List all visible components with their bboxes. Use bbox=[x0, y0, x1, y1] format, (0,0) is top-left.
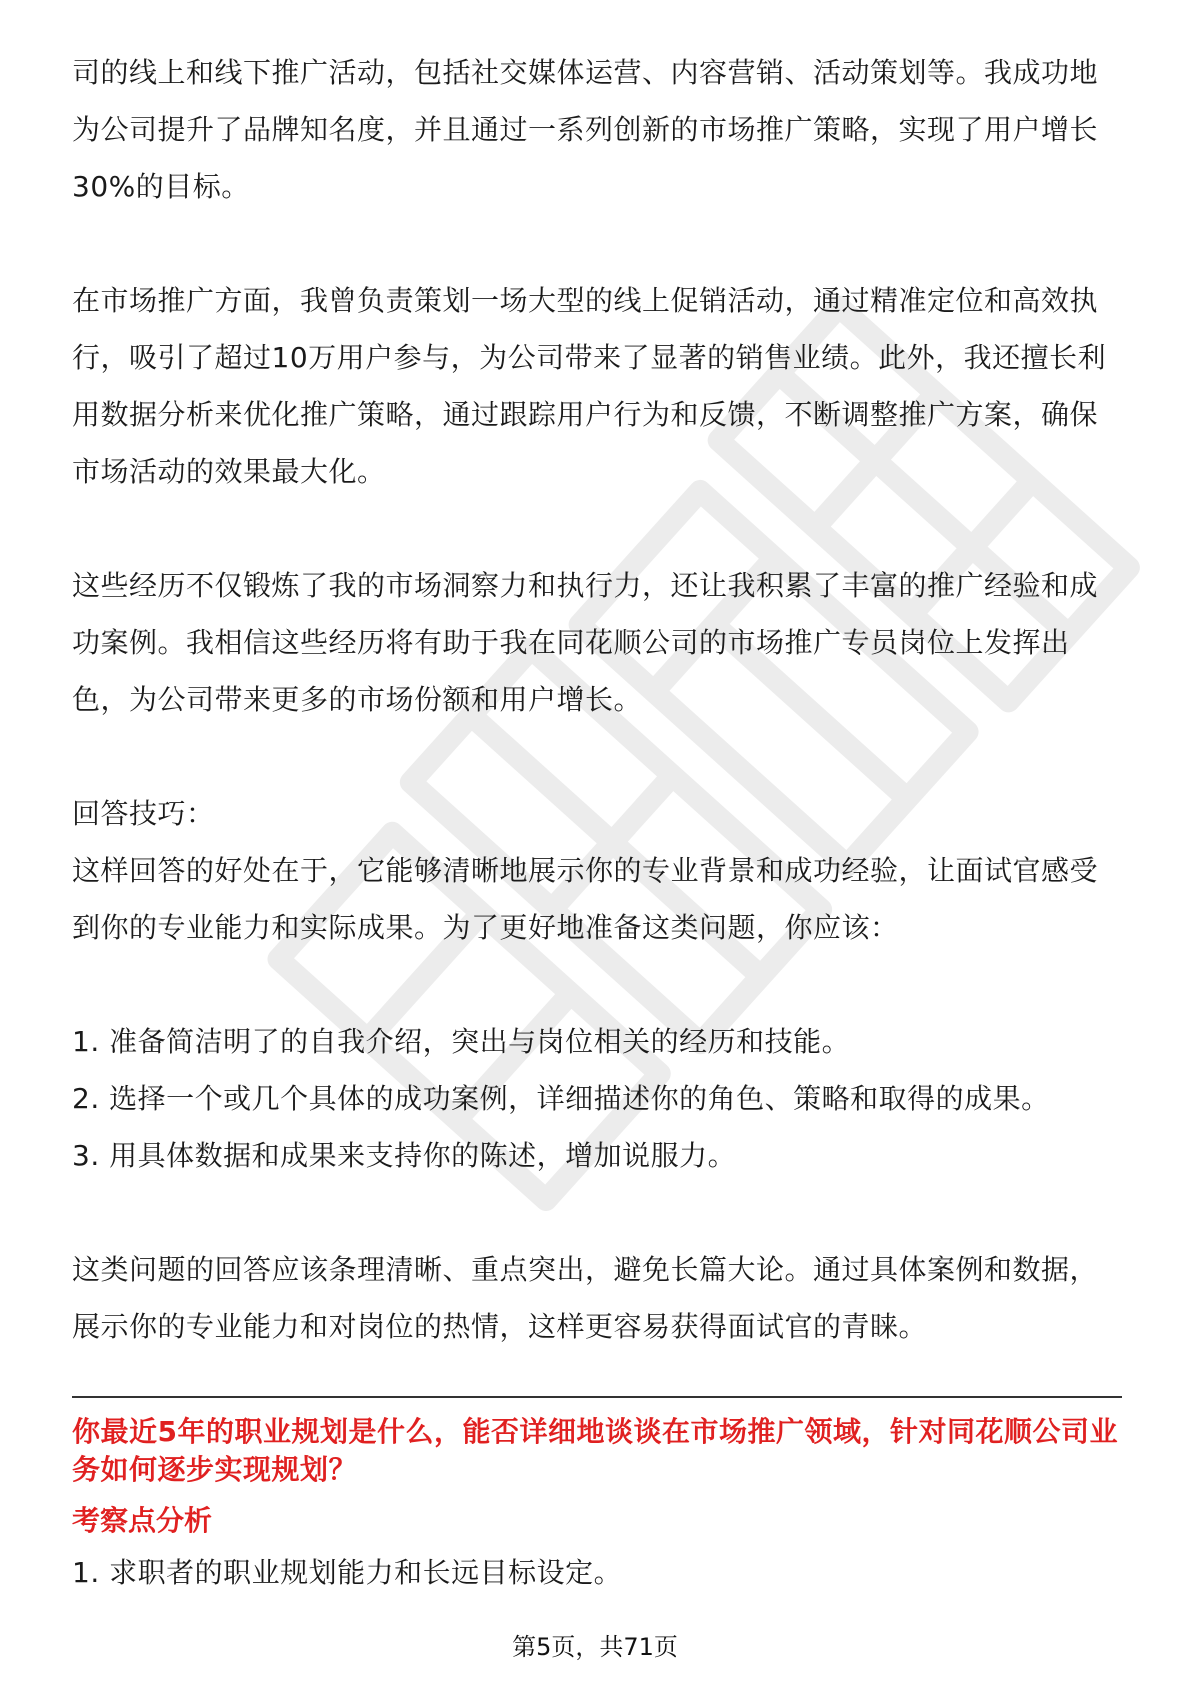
list-item: 3. 用具体数据和成果来支持你的陈述，增加说服力。 bbox=[72, 1139, 737, 1172]
paragraph-experience-summary: 这些经历不仅锻炼了我的市场洞察力和执行力，还让我积累了丰富的推广经验和成功案例。我相信这些经历将有助于我在同花顺公司的市场推广专员岗位上发挥出色，为公司带来更多的市场份额和用户增长。 bbox=[72, 569, 1099, 716]
paragraph-experience-intro: 司的线上和线下推广活动，包括社交媒体运营、内容营销、活动策划等。我成功地为公司提升了品牌知名度，并且通过一系列创新的市场推广策略，实现了用户增长30%的目标。 bbox=[72, 56, 1099, 203]
paragraph-marketing-campaign: 在市场推广方面，我曾负责策划一场大型的线上促销活动，通过精准定位和高效执行，吸引了超过10万用户参与，为公司带来了显著的销售业绩。此外，我还擅长利用数据分析来优化推广策略，通过跟踪用户行为和反馈，不断调整推广方案，确保市场活动的效果最大化。 bbox=[72, 284, 1107, 488]
analysis-item: 1. 求职者的职业规划能力和长远目标设定。 bbox=[72, 1556, 623, 1589]
tips-label: 回答技巧： bbox=[72, 797, 215, 830]
list-item: 2. 选择一个或几个具体的成功案例，详细描述你的角色、策略和取得的成果。 bbox=[72, 1082, 1050, 1115]
page-footer: 第5页，共71页 bbox=[512, 1633, 678, 1661]
paragraph-tips-explanation: 这样回答的好处在于，它能够清晰地展示你的专业背景和成功经验，让面试官感受到你的专业能力和实际成果。为了更好地准备这类问题，你应该： bbox=[72, 854, 1099, 944]
section-divider bbox=[72, 1396, 1122, 1398]
question-heading: 你最近5年的职业规划是什么，能否详细地谈谈在市场推广领域，针对同花顺公司业务如何逐步实现规划？ bbox=[72, 1415, 1118, 1486]
analysis-heading: 考察点分析 bbox=[72, 1504, 213, 1537]
document-body bbox=[72, 44, 1122, 1355]
list-item: 1. 准备简洁明了的自我介绍，突出与岗位相关的经历和技能。 bbox=[72, 1025, 851, 1058]
paragraph-conclusion: 这类问题的回答应该条理清晰、重点突出，避免长篇大论。通过具体案例和数据，展示你的专业能力和对岗位的热情，这样更容易获得面试官的青睐。 bbox=[72, 1253, 1099, 1343]
